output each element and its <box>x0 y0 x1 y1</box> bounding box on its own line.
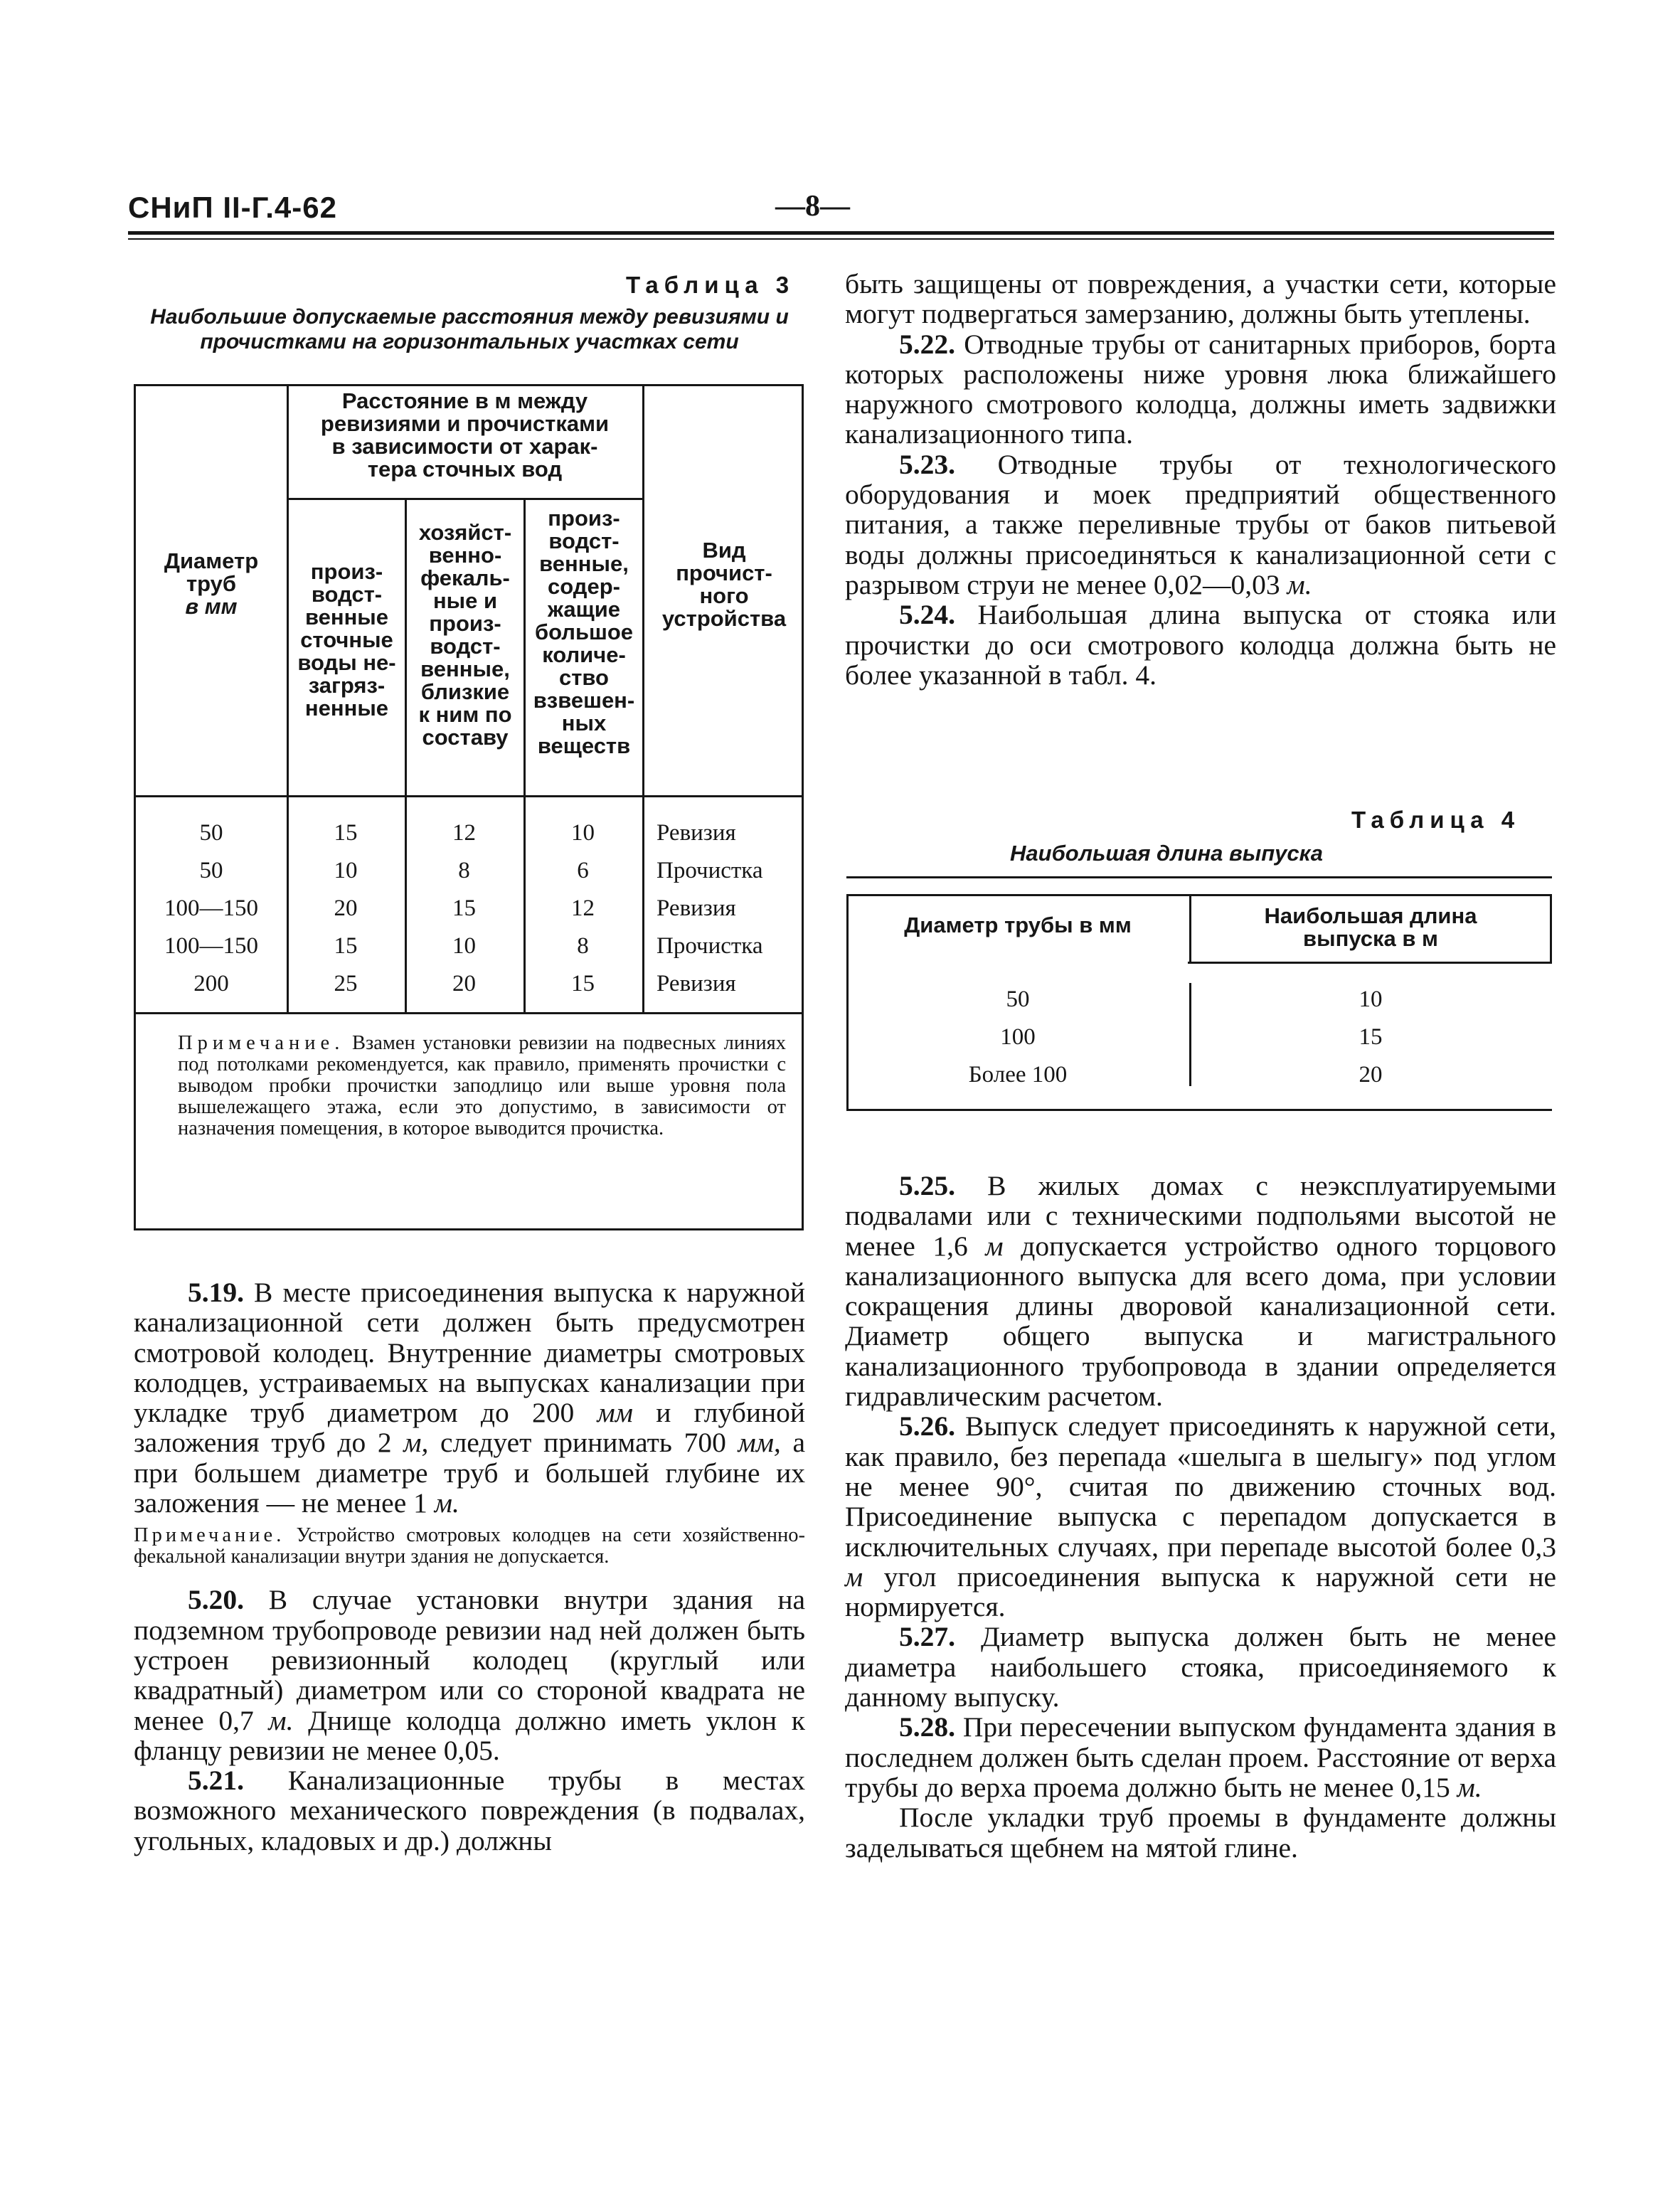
table4-caption: Таблица 4 <box>1351 807 1521 833</box>
table4-header-diameter: Диаметр трубы в мм <box>904 913 1132 937</box>
right-column-top <box>845 269 1556 690</box>
page-number: —8— <box>775 190 850 223</box>
table4-rule <box>846 1109 1552 1111</box>
table4 <box>846 876 1552 1111</box>
table3-rule <box>136 1012 802 1014</box>
table4-cell: 15 <box>1359 1024 1383 1050</box>
table3-cell: 8 <box>577 933 589 959</box>
paragraph-5-21: 5.21. Канализационные трубы в местах возможного механического повреждения (в подвалах, угольных, кладовых и др.) должны <box>134 1765 806 1856</box>
table3-cell: 20 <box>334 895 358 921</box>
table3-note-label: Примечание. <box>178 1032 345 1054</box>
table3-cell: 100—150 <box>164 933 258 959</box>
paragraph-final: После укладки труб проемы в фундаменте должны заделываться щебнем на мятой глине. <box>845 1802 1556 1864</box>
right-column-bottom <box>845 1171 1556 1863</box>
table3-cell: 8 <box>458 858 470 883</box>
table3-cell: 100—150 <box>164 895 258 921</box>
table3-cell: 15 <box>452 895 476 921</box>
table3-cell: Прочистка <box>656 858 763 883</box>
table4-rule <box>846 894 1552 896</box>
paragraph-5-27: 5.27. Диаметр выпуска должен быть не менее диаметра наибольшего стояка, присоединяемого к данному выпуску. <box>845 1621 1557 1713</box>
table3-cell: 200 <box>193 971 229 996</box>
table3-header-group: Расстояние в м между ревизиями и прочистками в зависимости от харак- тера сточных вод <box>320 388 610 482</box>
paragraph-5-25: 5.25. В жилых домах с неэксплуатируемыми подвалами или с техническими подпольями высотой не менее 1,6 м допускается устройство одного торцового канализационного выпуска для всего дома, при условии сокращения длины дворовой канализационной сети. Диаметр общего выпуска и магистрального канализационного трубопровода в здании определяется гидравлическим расчетом. <box>845 1170 1557 1413</box>
document-code: СНиП II-Г.4-62 <box>128 191 337 224</box>
table3-rule <box>287 498 642 500</box>
table4-rule <box>846 876 1552 878</box>
paragraph-5-28: 5.28. При пересечении выпуском фундамента здания в последнем должен быть сделан проем. Расстояние от верха трубы до верха проема должно быть не менее 0,15 м. <box>845 1711 1557 1803</box>
left-column <box>134 1277 805 1856</box>
table4-cell: Более 100 <box>968 1062 1068 1088</box>
table3-cell: Ревизия <box>656 971 736 996</box>
table3-cell: Прочистка <box>656 933 763 959</box>
header-rule-thin <box>128 238 1554 240</box>
table4-cell: 100 <box>1000 1024 1036 1050</box>
paragraph-5-21-continued: быть защищены от повреждения, а участки сети, которые могут подвергаться замерзанию, должны быть утеплены. <box>845 268 1556 330</box>
table3-cell: 15 <box>334 933 358 959</box>
table4-cell: 10 <box>1359 987 1383 1012</box>
paragraph-5-22: 5.22. Отводные трубы от санитарных приборов, борта которых расположены ниже уровня люка ближайшего наружного смотрового колодца, должны иметь задвижки канализационного типа. <box>845 328 1557 450</box>
table3-note-text: Взамен установки ревизии на подвесных линиях под потолками рекомендуется, как правило, применять прочистки с выводом пробки прочистки заподлицо или выше уровня пола вышележащего этажа, если это допустимо, в зависимости от назначения помещения, в которое выводится прочистка. <box>178 1032 786 1139</box>
table3-cell: 10 <box>571 820 595 846</box>
table4-rule <box>1550 894 1552 962</box>
table4-header-length: Наибольшая длина выпуска в м <box>1264 903 1477 951</box>
table3-rule <box>136 795 802 797</box>
paragraph-5-20: 5.20. В случае установки внутри здания на подземном трубопроводе ревизии над ней должен быть устроен ревизионный колодец (круглый или квадратный) диаметром или со стороной квадрата не менее 0,7 м. Днище колодца должно иметь уклон к фланцу ревизии не менее 0,05. <box>134 1584 806 1766</box>
table3-title: Наибольшие допускаемые расстояния между ревизиями и прочистками на горизонтальных участках сети <box>150 305 789 353</box>
paragraph-5-23: 5.23. Отводные трубы от технологического оборудования и моек предприятий общественного питания, а также переливные трубы от баков питьевой воды должны присоединяться к канализационной сети с разрывом струи не менее 0,02—0,03 м. <box>845 448 1556 600</box>
table3-cell: Ревизия <box>656 895 736 921</box>
table3-header-device: Вид прочист- ного устройства <box>661 538 787 631</box>
paragraph-5-19: 5.19. В месте присоединения выпуска к наружной канализационной сети должен быть предусмотрен смотровой колодец. Внутренние диаметры смотровых колодцев, устраиваемых на выпусках канализации при укладке труб диаметром до 200 мм и глубиной заложения труб до 2 м, следует принимать 700 мм, а при большем диаметре труб и большей глубине их заложения — не менее 1 м. <box>134 1277 806 1519</box>
table3-cell: 25 <box>334 971 358 996</box>
table3-cell: 12 <box>452 820 476 846</box>
table3-cell: 6 <box>577 858 589 883</box>
table3-rule <box>642 386 644 1012</box>
table4-cell: 50 <box>1006 987 1030 1012</box>
table3-header-col-c: произ- водст- венные, содер- жащие большое количе- ство взвешен- ных веществ <box>533 506 635 758</box>
table3-cell: 10 <box>452 933 476 959</box>
table3-header-diameter: Диаметр труб в мм <box>164 548 259 619</box>
table3-cell: 50 <box>199 858 223 883</box>
table3-header-col-a: произ- водст- венные сточные воды не- загряз- ненные <box>297 559 396 721</box>
table3-cell: 20 <box>452 971 476 996</box>
table4-title: Наибольшая длина выпуска <box>1010 841 1323 866</box>
table4-rule <box>1188 962 1552 964</box>
table4-cell: 20 <box>1359 1062 1383 1088</box>
header-rule <box>128 231 1554 235</box>
table3-cell: 50 <box>199 820 223 846</box>
note-5-19: Примечание. Устройство смотровых колодцев на сети хозяйственно-фекальной канализации внутри здания не допускается. <box>134 1524 806 1568</box>
table3-cell: 15 <box>571 971 595 996</box>
paragraph-5-26: 5.26. Выпуск следует присоединять к наружной сети, как правило, без перепада «шелыга в шелыгу» под углом не менее 90°, считая по движению сточных вод. Присоединение выпуска с перепадом допускается в исключительных случаях, при перепаде высотой более 0,3 м угол присоединения выпуска к наружной сети не нормируется. <box>845 1410 1556 1623</box>
table3-cell: 10 <box>334 858 358 883</box>
table3-note <box>178 1033 786 1139</box>
table3-caption: Таблица 3 <box>626 272 795 298</box>
table3-header-col-b: хозяйст- венно- фекаль- ные и произ- водст- венные, близкие к ним по составу <box>418 520 512 750</box>
table3-cell: Ревизия <box>656 820 736 846</box>
table3-cell: 12 <box>571 895 595 921</box>
paragraph-5-24: 5.24. Наибольшая длина выпуска от стояка или прочистки до оси смотрового колодца должна быть не более указанной в табл. 4. <box>845 599 1557 691</box>
table3-cell: 15 <box>334 820 358 846</box>
